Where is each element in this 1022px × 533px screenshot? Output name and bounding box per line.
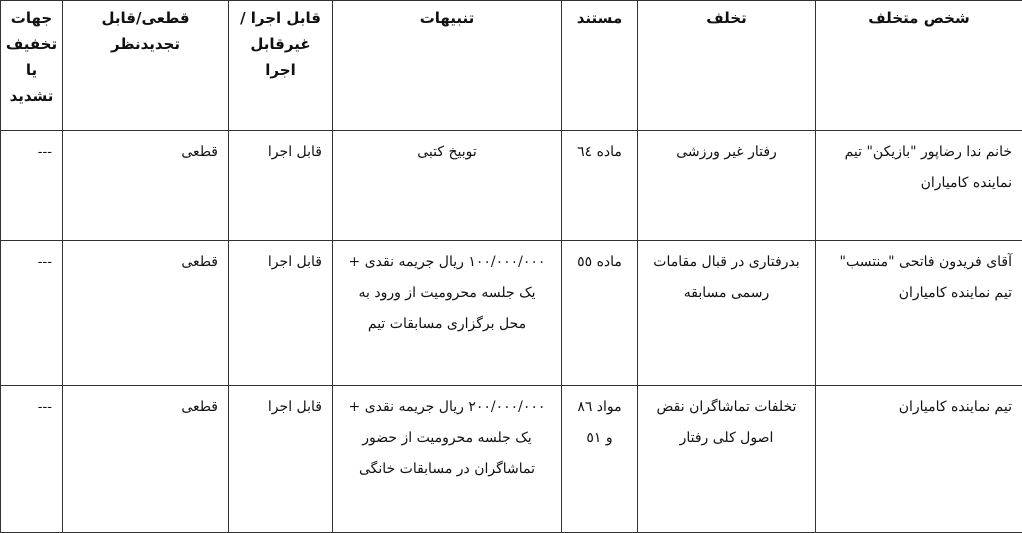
cell-final: قطعی xyxy=(63,386,229,533)
cell-reduction: --- xyxy=(1,241,63,386)
header-penalty: تنبیهات xyxy=(333,1,562,131)
cell-final: قطعی xyxy=(63,131,229,241)
header-person: شخص متخلف xyxy=(816,1,1022,131)
cell-offense: تخلفات تماشاگران نقض اصول کلی رفتار xyxy=(638,386,816,533)
cell-offense: بدرفتاری در قبال مقامات رسمی مسابقه xyxy=(638,241,816,386)
cell-final: قطعی xyxy=(63,241,229,386)
cell-executable: قابل اجرا xyxy=(229,386,333,533)
header-row xyxy=(1,1,1022,131)
header-final: قطعی/قابل تجدیدنظر xyxy=(63,1,229,131)
cell-person: تیم نماینده کامیاران xyxy=(816,386,1022,533)
cell-penalty: توبیخ کتبی xyxy=(333,131,562,241)
table-row xyxy=(1,386,1022,533)
cell-penalty: ٢٠٠/٠٠٠/٠٠٠ ریال جریمه نقدی + یک جلسه محرومیت از حضور تماشاگران در مسابقات خانگی xyxy=(333,386,562,533)
header-offense: تخلف xyxy=(638,1,816,131)
header-reduction: جهات تخفیف یا تشدید xyxy=(1,1,63,131)
cell-document: ماده ٥٥ xyxy=(562,241,638,386)
cell-offense: رفتار غیر ورزشی xyxy=(638,131,816,241)
table-row xyxy=(1,241,1022,386)
cell-executable: قابل اجرا xyxy=(229,131,333,241)
cell-executable: قابل اجرا xyxy=(229,241,333,386)
table-row xyxy=(1,131,1022,241)
cell-person: آقای فریدون فاتحی "منتسب" تیم نماینده کامیاران xyxy=(816,241,1022,386)
cell-document: ماده ٦٤ xyxy=(562,131,638,241)
cell-person: خانم ندا رضاپور "بازیکن" تیم نماینده کامیاران xyxy=(816,131,1022,241)
cell-penalty: ١٠٠/٠٠٠/٠٠٠ ریال جریمه نقدی + یک جلسه محرومیت از ورود به محل برگزاری مسابقات تیم xyxy=(333,241,562,386)
cell-reduction: --- xyxy=(1,131,63,241)
cell-document: مواد ٨٦ و ٥١ xyxy=(562,386,638,533)
header-document: مستند xyxy=(562,1,638,131)
header-executable: قابل اجرا /غیرقابل اجرا xyxy=(229,1,333,131)
cell-reduction: --- xyxy=(1,386,63,533)
